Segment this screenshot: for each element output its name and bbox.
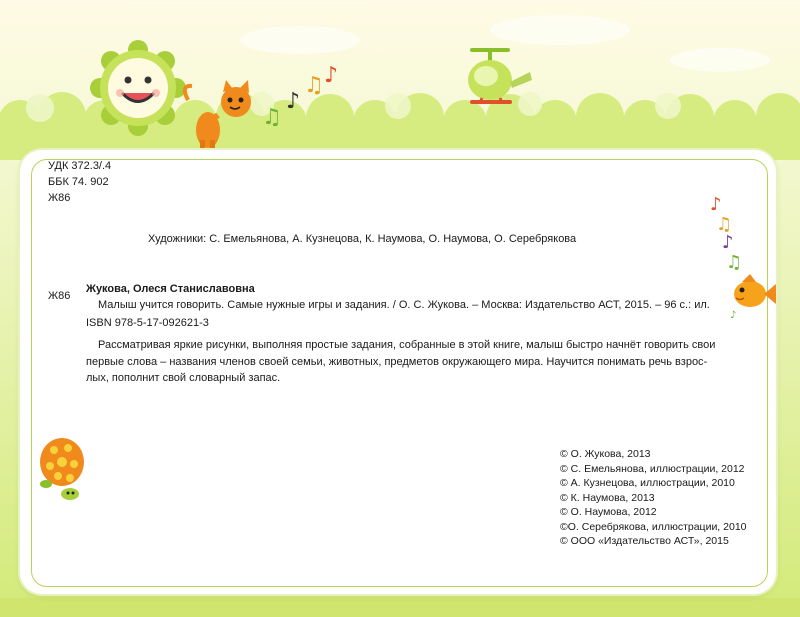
svg-text:♫: ♫ — [726, 252, 743, 272]
copyright-list — [560, 447, 747, 549]
svg-text:♪: ♪ — [710, 194, 722, 215]
svg-text:♪: ♪ — [324, 66, 339, 88]
copyright-line: © ООО «Издательство АСТ», 2015 — [560, 535, 729, 547]
sun-icon — [88, 38, 188, 138]
svg-text:♫: ♫ — [262, 105, 282, 126]
copyright-line: © О. Жукова, 2013 — [560, 448, 651, 460]
svg-text:♫: ♫ — [304, 73, 324, 98]
svg-text:♪: ♪ — [286, 89, 301, 114]
turtle-icon — [38, 436, 88, 502]
copyright-line: © К. Наумова, 2013 — [560, 491, 655, 504]
music-notes-icon — [262, 66, 342, 126]
record-annotation: Рассматривая яркие рисунки, выполняя простые задания, собранные в этой книге, малыш быстро начнёт говорить свои первые слова – названия членов своей семьи, животных, предметов окружающего мира. Научится понимать речь взрослых, пополнит свой словарный запас. — [86, 339, 716, 384]
svg-text:♪: ♪ — [722, 232, 734, 253]
record-author: Жукова, Олеся Станиславовна — [86, 283, 255, 295]
copyright-line: © С. Емельянова, иллюстрации, 2012 — [560, 462, 745, 475]
bbk-index: ББК 74. 902 — [48, 176, 109, 188]
copyright-line: © О. Наумова, 2012 — [560, 506, 657, 518]
udk-index: УДК 372.3/.4 — [48, 160, 112, 172]
copyright-line: © А. Кузнецова, иллюстрации, 2010 — [560, 477, 735, 489]
copyright-line: ©О. Серебрякова, иллюстрации, 2010 — [560, 520, 747, 533]
author-mark: Ж86 — [48, 192, 71, 204]
svg-text:♫: ♫ — [716, 214, 733, 235]
record-title: Малыш учится говорить. Самые нужные игры и задания. / О. С. Жукова. – Москва: Издательство АСТ, 2015. – 96 с.: ил. — [98, 299, 710, 311]
helicopter-icon — [458, 42, 538, 122]
music-notes-icon — [706, 192, 746, 272]
fish-icon — [728, 270, 776, 320]
record-author-mark: Ж86 — [48, 290, 71, 302]
cat-icon — [178, 80, 268, 160]
record-isbn: ISBN 978-5-17-092621-3 — [86, 317, 209, 329]
svg-text:♪: ♪ — [730, 310, 737, 320]
artists-line: Художники: С. Емельянова, А. Кузнецова, К. Наумова, О. Наумова, О. Серебрякова — [148, 233, 577, 245]
